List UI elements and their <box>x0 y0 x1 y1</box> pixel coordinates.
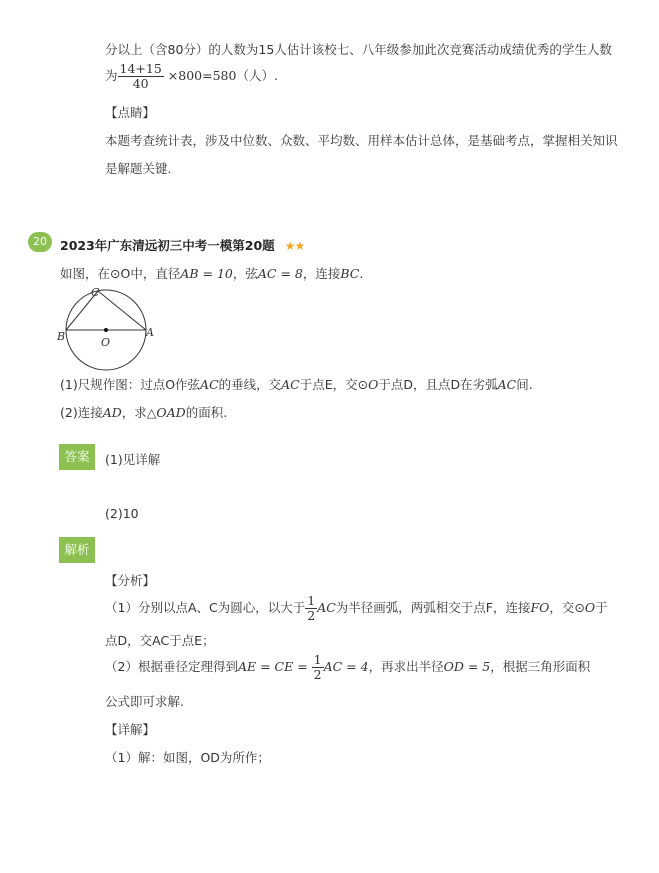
analysis-step-2-line-2: 公式即可求解. <box>105 694 184 709</box>
prev-line2-prefix: 为 <box>105 67 118 83</box>
detail-line-1: （1）解：如图，OD为所作； <box>105 750 270 765</box>
stem-math-ac: AC = 8 <box>257 266 303 281</box>
fraction-numerator: 1 <box>313 652 322 667</box>
fraction-denominator: 2 <box>313 666 322 682</box>
answer-part-2: (2)10 <box>105 506 139 521</box>
half-fraction <box>305 594 317 623</box>
stem-text: 如图，在⊙O中，直径 <box>60 266 181 281</box>
part1-text: 于点D，且点D在劣弧 <box>378 377 498 392</box>
answer-part-1: (1)见详解 <box>105 452 161 467</box>
label-a: A <box>146 326 154 339</box>
analysis-math: AC = 4 <box>323 658 369 674</box>
fraction-denominator: 2 <box>307 607 316 623</box>
stem-math-ab: AB = 10 <box>180 266 233 281</box>
question-stem <box>60 264 363 282</box>
difficulty-stars: ★★ <box>284 239 305 253</box>
prev-comment-line-1: 本题考查统计表，涉及中位数、众数、平均数、用样本估计总体，是基础考点，掌握相关知识 <box>105 133 618 148</box>
analysis-math: AC <box>317 599 336 615</box>
stem-text: ，连接 <box>302 266 341 281</box>
part1-text: (1)尺规作图：过点O作弦 <box>60 377 201 392</box>
part1-math: AC <box>200 377 219 392</box>
part1-math: AC <box>281 377 300 392</box>
prev-fraction-denominator: 40 <box>132 75 149 91</box>
analysis-math: OD = 5 <box>443 658 491 674</box>
prev-comment-line-2: 是解题关键. <box>105 161 172 176</box>
part1-text: 的垂线，交 <box>218 377 282 392</box>
analysis-text: 为半径画弧，两弧相交于点F，连接 <box>335 599 531 615</box>
label-b: B <box>57 330 66 343</box>
analysis-text: 于 <box>595 599 608 615</box>
prev-comment-heading: 【点睛】 <box>105 105 156 120</box>
analysis-step-1-line-2: 点D，交AC于点E； <box>105 633 215 648</box>
analysis-tag: 解析 <box>59 537 95 563</box>
stem-text: . <box>359 266 364 281</box>
stem-text: ，弦 <box>232 266 258 281</box>
answer-tag: 答案 <box>59 444 95 470</box>
analysis-text: （2）根据垂径定理得到 <box>105 658 238 674</box>
prev-solution-line-2 <box>105 62 278 91</box>
prev-line2-suffix: ×800=580（人）. <box>167 67 278 83</box>
part1-math: O <box>368 377 379 392</box>
label-o: O <box>101 336 111 349</box>
part1-math: AC <box>497 377 517 392</box>
question-header <box>60 236 304 254</box>
analysis-step-1-line-1 <box>105 594 608 623</box>
fraction-numerator: 1 <box>307 593 316 608</box>
analysis-text: ，交⊙ <box>549 599 585 615</box>
prev-fraction <box>118 62 164 91</box>
label-c: C <box>91 286 100 299</box>
stem-math-bc: BC <box>340 266 360 281</box>
analysis-math: O <box>584 599 596 615</box>
part1-text: 于点E，交⊙ <box>299 377 369 392</box>
analysis-text: （1）分别以点A、C为圆心，以大于 <box>105 599 306 615</box>
chord-ac <box>98 291 146 330</box>
part2-math: AD <box>102 405 122 420</box>
question-part-2 <box>60 403 227 421</box>
analysis-step-2-line-1 <box>105 653 590 682</box>
analysis-heading: 【分析】 <box>105 573 156 588</box>
analysis-math: FO <box>530 599 550 615</box>
half-fraction <box>312 653 324 682</box>
detail-heading: 【详解】 <box>105 722 156 737</box>
part2-text: ，求△ <box>121 405 157 420</box>
center-point <box>104 328 108 332</box>
analysis-text: ，再求出半径 <box>368 658 444 674</box>
analysis-math: AE = CE = <box>237 658 312 674</box>
part2-text: 的面积. <box>185 405 228 420</box>
question-part-1 <box>60 375 533 393</box>
part2-math: OAD <box>156 405 186 420</box>
question-number-badge: 20 <box>28 232 52 252</box>
part2-text: (2)连接 <box>60 405 103 420</box>
analysis-text: ，根据三角形面积 <box>490 658 591 674</box>
question-title: 2023年广东清远初三中考一模第20题 <box>60 238 275 253</box>
prev-fraction-numerator: 14+15 <box>119 61 162 76</box>
part1-text: 间. <box>516 377 533 392</box>
circle-figure <box>55 284 160 372</box>
prev-solution-line-1: 分以上（含80分）的人数为15人估计该校七、八年级参加此次竞赛活动成绩优秀的学生人数 <box>105 42 612 57</box>
